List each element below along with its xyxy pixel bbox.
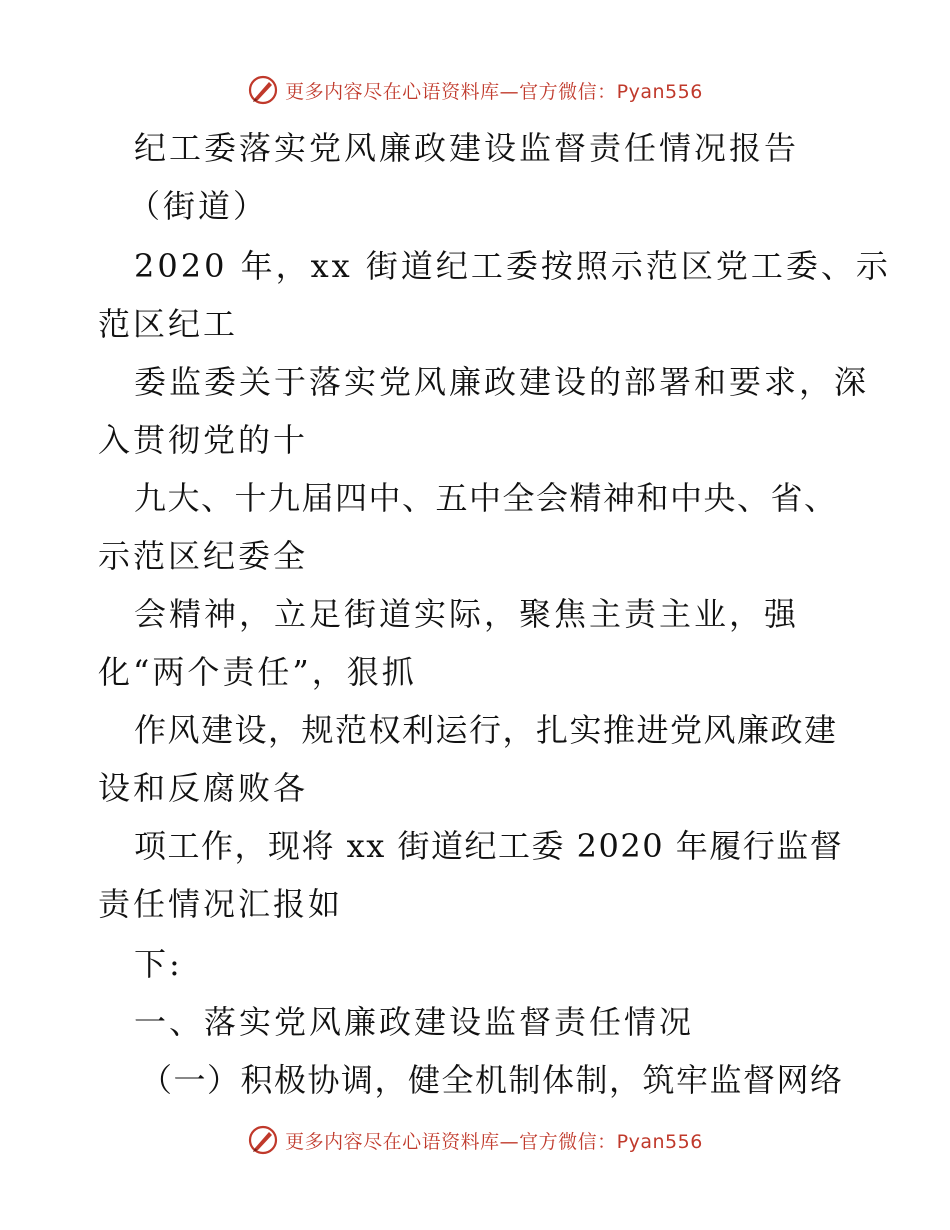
watermark-header xyxy=(0,70,950,110)
paragraph-line: 委监委关于落实党风廉政建设的部署和要求，深 xyxy=(134,363,870,401)
paragraph-line: 责任情况汇报如 xyxy=(98,885,344,923)
paragraph-line: 作风建设，规范权利运行，扎实推进党风廉政建 xyxy=(134,711,838,749)
paragraph-line: 示范区纪委全 xyxy=(98,537,309,575)
subsection-heading: （一）积极协调，健全机制体制，筑牢监督网络 xyxy=(140,1061,844,1099)
document-title: 纪工委落实党风廉政建设监督责任情况报告 xyxy=(134,129,800,167)
pen-logo-icon xyxy=(247,74,279,106)
section-heading: 一、落实党风廉政建设监督责任情况 xyxy=(134,1003,695,1041)
pen-logo-icon xyxy=(247,1124,279,1156)
paragraph-line: 入贯彻党的十 xyxy=(98,421,309,459)
paragraph-line: 范区纪工 xyxy=(98,305,239,343)
watermark-text: 更多内容尽在心语资料库—官方微信：Pyan556 xyxy=(285,1130,703,1153)
document-subtitle: （街道） xyxy=(128,187,269,225)
paragraph-line: 九大、十九届四中、五中全会精神和中央、省、 xyxy=(134,479,838,517)
paragraph-line: 项工作，现将 xx 街道纪工委 2020 年履行监督 xyxy=(134,827,844,865)
paragraph-line: 下: xyxy=(134,945,183,983)
paragraph-line: 化“两个责任”，狠抓 xyxy=(98,653,417,691)
watermark-footer xyxy=(0,1120,950,1160)
watermark-text: 更多内容尽在心语资料库—官方微信：Pyan556 xyxy=(285,80,703,103)
paragraph-line: 会精神，立足街道实际，聚焦主责主业，强 xyxy=(134,595,800,633)
paragraph-line: 设和反腐败各 xyxy=(98,769,309,807)
paragraph-line: 2020 年，xx 街道纪工委按照示范区党工委、示 xyxy=(134,247,891,285)
